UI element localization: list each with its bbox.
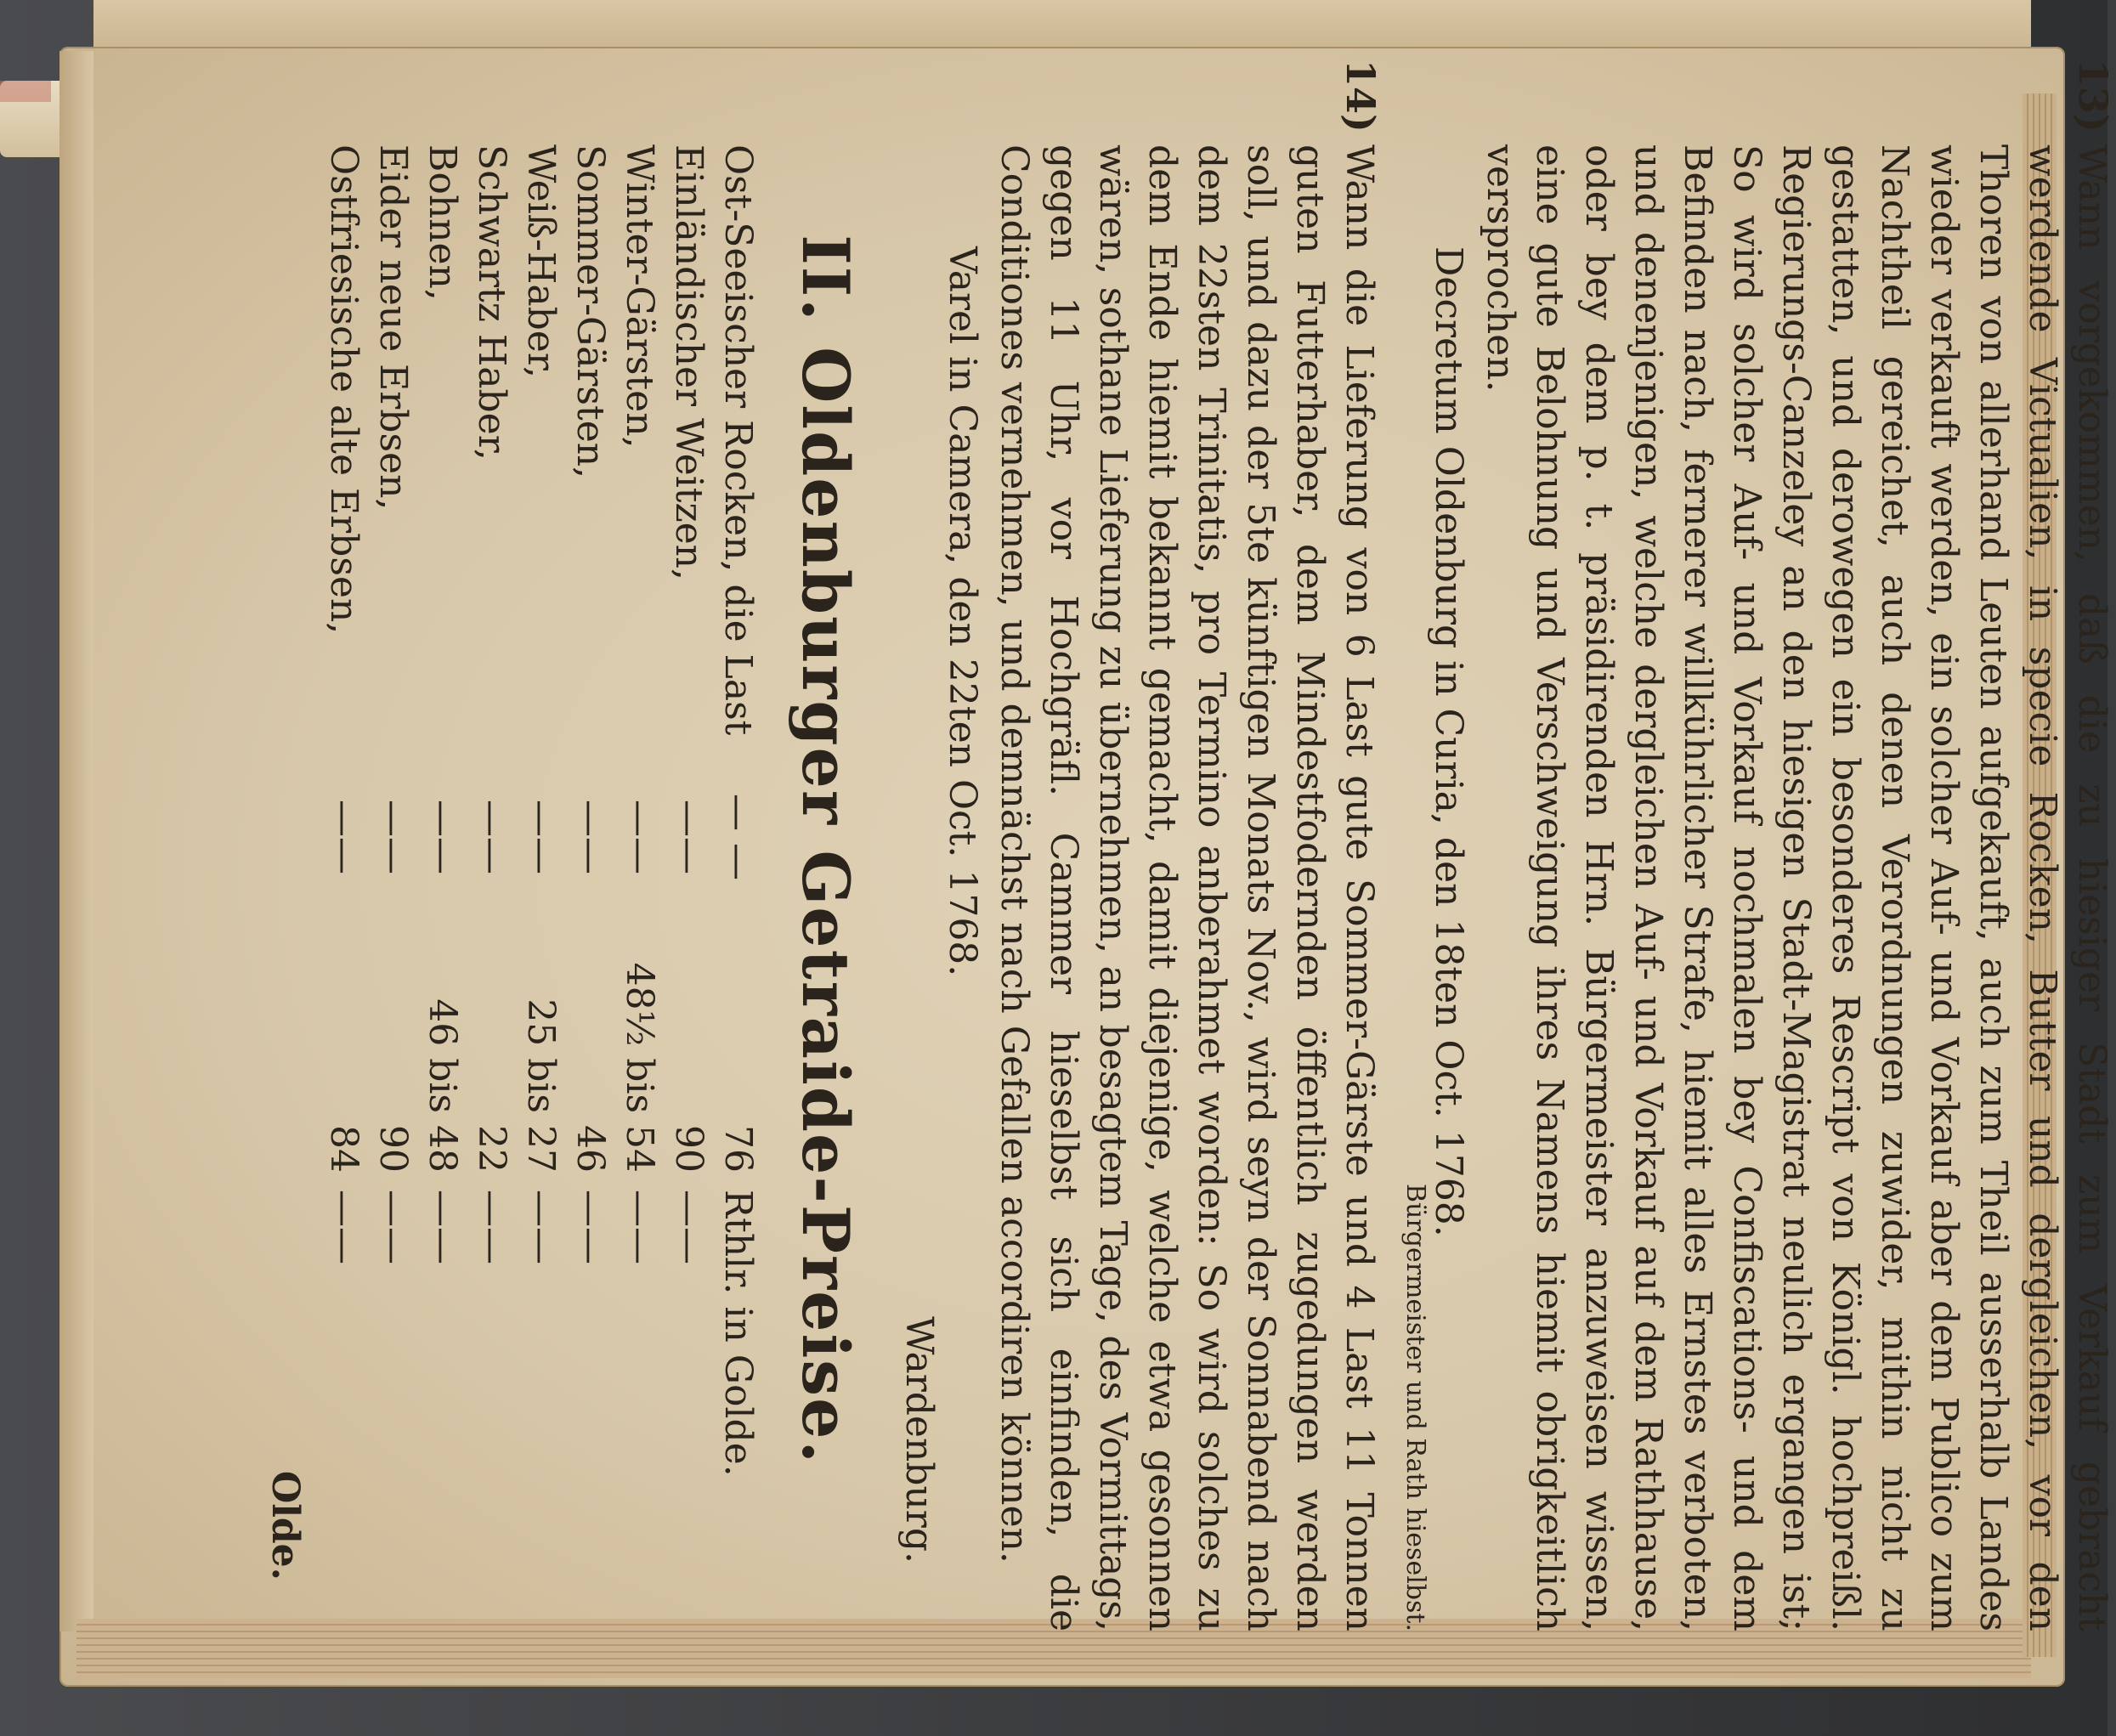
item-number-13: 13) — [2070, 59, 2116, 133]
rotated-text-block — [263, 59, 2116, 1631]
price-row: Sommer-Gärsten, —— 46 —— — [569, 144, 612, 1264]
price-row: Ost-Seeischer Rocken, die Last — — 76 Rthlr. in Golde. — [716, 144, 760, 1477]
paper-flap-stain — [0, 81, 51, 102]
paragraph-13: Wann vorgekommen, daß die zu hiesiger Stadt zum Verkauf gebracht werdende Victualien, in specie Rocken, Butter und dergleichen, vor den Thoren von allerhand Leuten aufgekauft, auch zum Theil ausserhalb Landes wieder verkauft werden, ein solcher Auf- und Vorkauf aber dem Publico zum Nachtheil gereichet, auch denen Verordnungen zuwider, mithin nicht zu gestatten, und derowegen ein besonderes Rescript von Königl. hochpreißl. Regierungs-Canzeley an den hiesigen Stadt-Magistrat neulich ergangen ist; So wird solcher Auf- und Vorkauf nochmalen bey Confiscations- und dem Befinden nach, fernerer willkührlicher Strafe, hiemit alles Ernstes verboten, und denenjenigen, welche dergleichen Auf- und Vorkauf auf dem Rathhause, oder bey dem p. t. präsidirenden Hrn. Bürgermeister anzuweisen wissen, eine gute Belohnung und Verschweigung ihres Namens hiemit obrigkeitlich versprochen. — [1479, 144, 2113, 1631]
price-table — [319, 68, 762, 1631]
signature-location: Wardenburg. — [897, 1316, 941, 1564]
price-row: Weiß-Haber, —— 25 bis 27 —— — [519, 144, 563, 1264]
price-row: Eider neue Erbsen, —— 90 —— — [371, 144, 415, 1264]
catchword: Olde. — [263, 1470, 307, 1580]
book-spine — [59, 51, 93, 1631]
section-heading: II. Oldenburger Getraide-Preise. — [788, 235, 863, 1465]
price-row: Bohnen, —— 46 bis 48 —— — [421, 144, 464, 1264]
price-row: Ostfriesische alte Erbsen, —— 84 —— — [322, 144, 365, 1264]
price-row: Einländischer Weitzen, —— 90 —— — [667, 144, 710, 1264]
decree-signature: Decretum Oldenburg in Curia, den 18ten Oct. 1768. — [1427, 246, 1470, 1237]
price-row: Schwartz Haber, —— 22 —— — [470, 144, 513, 1264]
varel-signature: Varel in Camera, den 22ten Oct. 1768. — [941, 246, 984, 977]
council-signature: Bürgermeister und Rath hieselbst. — [1400, 1184, 1430, 1631]
price-row: Winter-Gärsten, —— 48½ bis 54 —— — [618, 144, 661, 1264]
paragraph-14: Wann die Lieferung von 6 Last gute Sommer-Gärste und 4 Last 11 Tonnen guten Futterhaber, dem Mindestfodernden öffentlich zugedungen werden soll, und dazu der 5te künftigen Monats Nov., wird seyn der Sonnabend nach dem 22sten Trinitatis, pro Termino anberahmet worden: So wird solches zu dem Ende hiemit bekannt gemacht, damit diejenige, welche etwa gesonnen wären, sothane Lieferung zu übernehmen, an besagtem Tage, des Vormittags, gegen 11 Uhr, vor Hochgräfl. Cammer hieselbst sich einfinden, die Conditiones vernehmen, und demnächst nach Gefallen accordiren können. — [993, 144, 1381, 1631]
item-number-14: 14) — [1338, 59, 1383, 133]
